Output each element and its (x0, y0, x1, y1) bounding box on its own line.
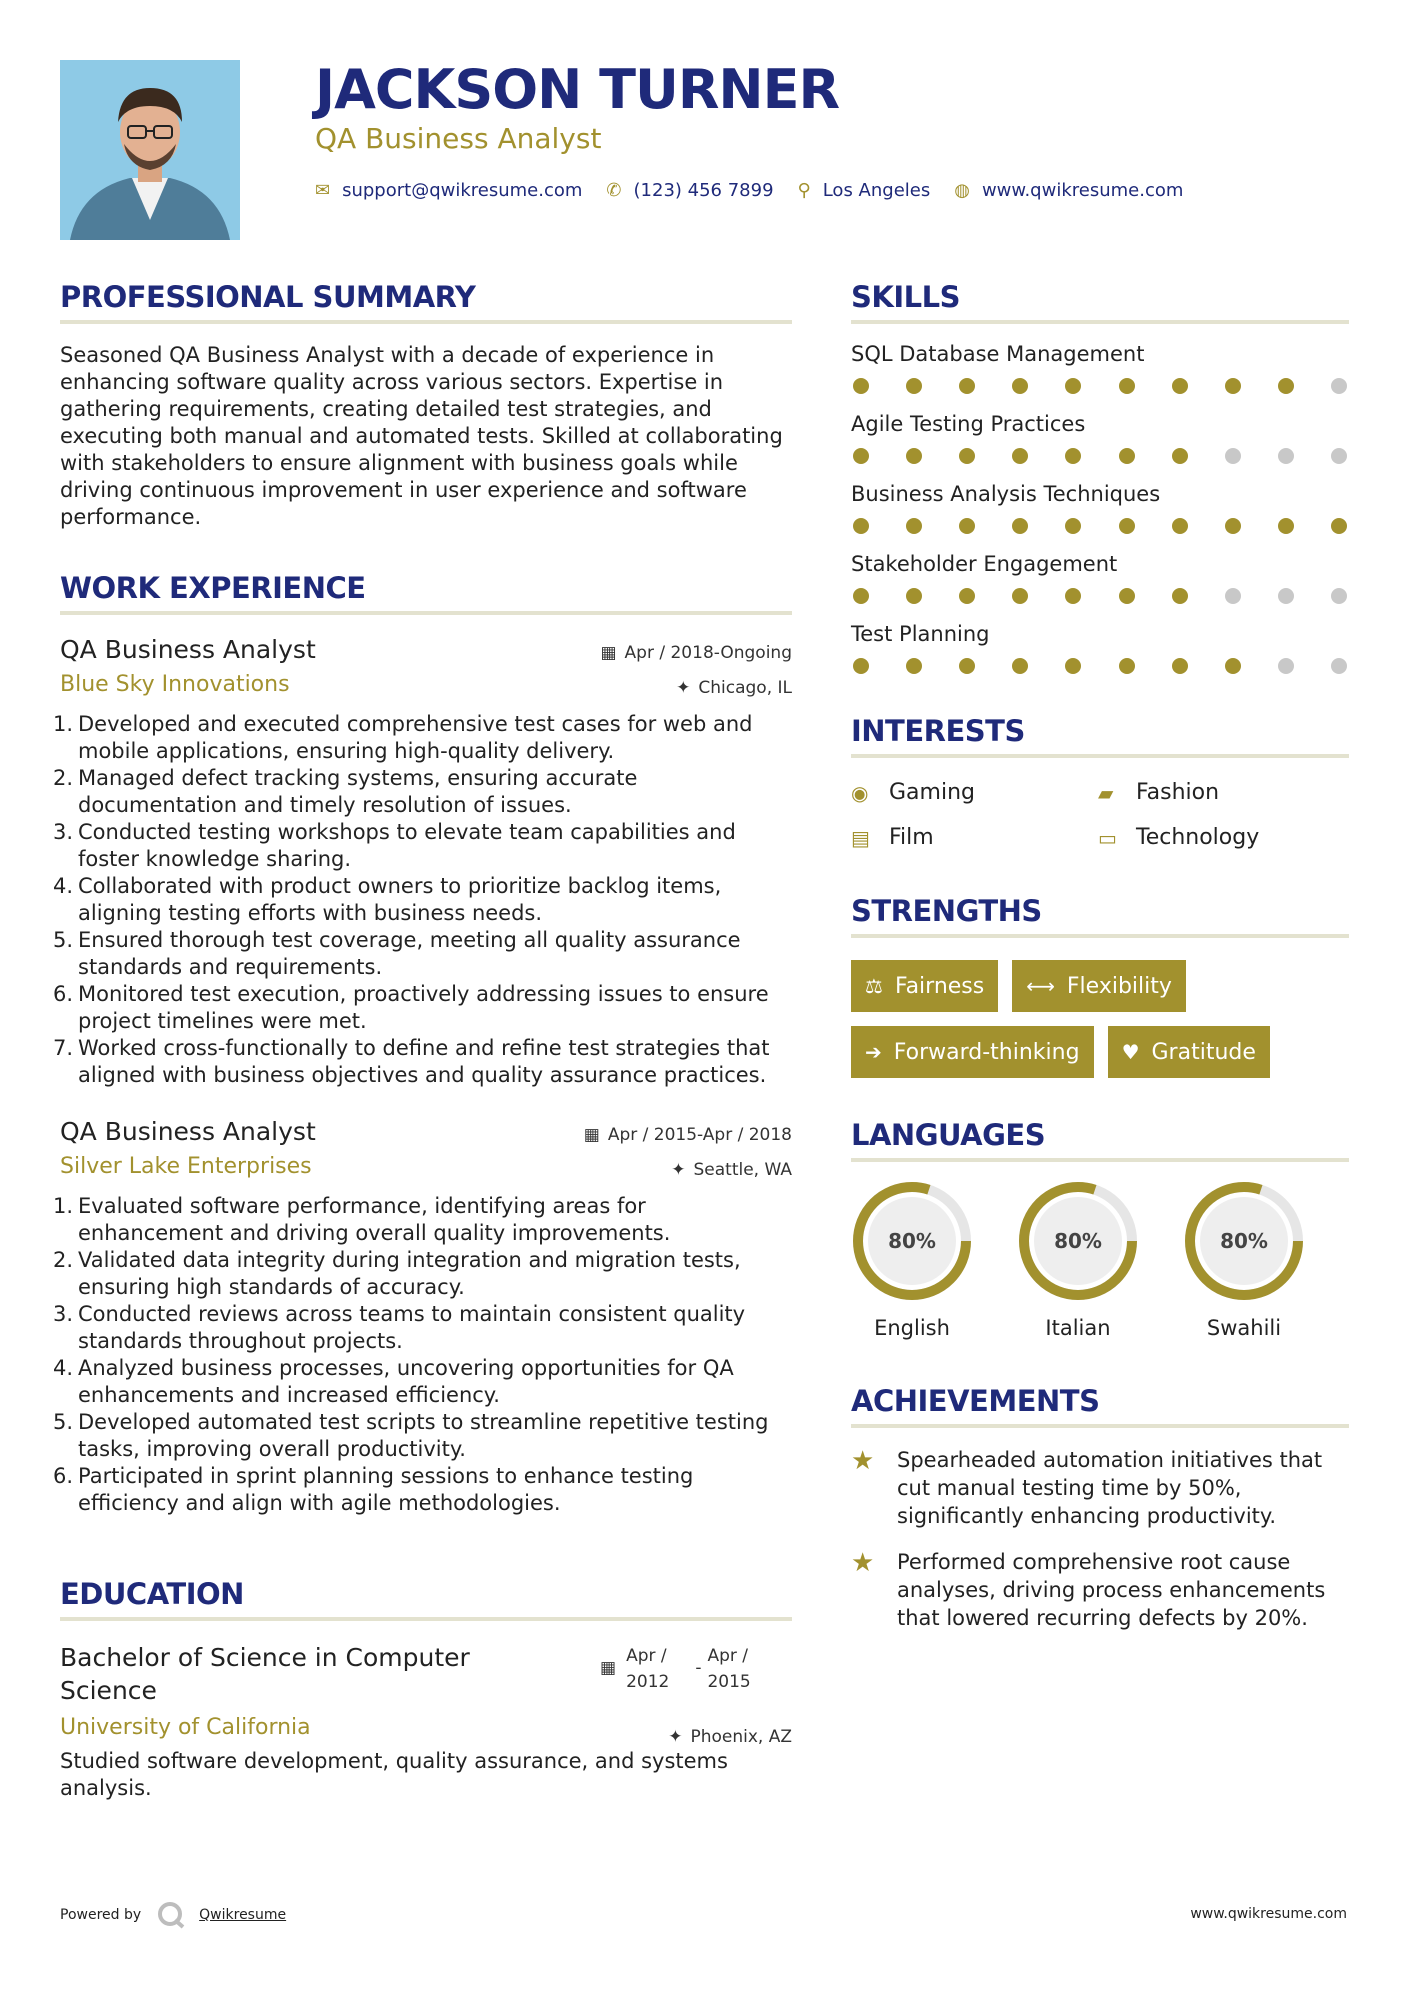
job-date (584, 1125, 792, 1145)
interest-label: Gaming (889, 780, 975, 805)
phone-icon: ✆ (606, 180, 622, 201)
school-name: University of California (60, 1715, 311, 1740)
skills-heading: SKILLS (851, 280, 1349, 324)
skill-dot (853, 588, 869, 604)
skill-dot (1331, 588, 1347, 604)
experience-heading: WORK EXPERIENCE (60, 571, 792, 615)
pin-icon: ✦ (676, 678, 691, 698)
skill-row (851, 412, 1349, 464)
skill-dot (1012, 518, 1028, 534)
calendar-icon: ▦ (600, 1658, 617, 1678)
map-marker-icon: ⚲ (797, 180, 811, 201)
skill-name: Test Planning (851, 622, 990, 646)
skill-dot (1172, 378, 1188, 394)
strength-badge (851, 1026, 1094, 1078)
education-entry (60, 1641, 792, 1802)
skill-dot (959, 448, 975, 464)
contact-website[interactable]: www.qwikresume.com (981, 180, 1184, 201)
powered-by-label: Powered by (60, 1907, 142, 1923)
skill-dot (1172, 588, 1188, 604)
job-bullets (53, 711, 792, 1089)
right-column (851, 280, 1349, 1632)
skill-dot (1065, 448, 1081, 464)
shopping-bag-icon: ▰ (1098, 780, 1114, 805)
envelope-icon: ✉ (315, 180, 331, 201)
strength-badge (1012, 960, 1186, 1012)
skill-dot (1331, 448, 1347, 464)
skill-dot (906, 378, 922, 394)
achievement-text: Performed comprehensive root cause analyses, driving process enhancements that lowered recurring defects by 20%. (897, 1550, 1326, 1630)
achievements-heading: ACHIEVEMENTS (851, 1384, 1349, 1428)
skill-dot (1225, 378, 1241, 394)
skill-dot (959, 378, 975, 394)
edu-end-year: 2015 (707, 1672, 751, 1692)
contact-phone[interactable]: (123) 456 7899 (633, 180, 774, 201)
interests-heading: INTERESTS (851, 714, 1349, 758)
skill-dot (1012, 658, 1028, 674)
contact-location: Los Angeles (822, 180, 931, 201)
job-location (676, 678, 792, 698)
skill-row (851, 622, 1349, 674)
skill-dot (1225, 448, 1241, 464)
list-item: 4. Collaborated with product owners to prioritize backlog items, aligning testing efforts with business needs. (53, 874, 722, 925)
balance-scale-icon: ⚖ (865, 974, 883, 998)
footer-powered (60, 1900, 286, 1930)
skill-dot (1065, 378, 1081, 394)
skill-dot (1172, 658, 1188, 674)
job-company: Blue Sky Innovations (60, 672, 290, 697)
job-location (671, 1160, 792, 1180)
job-location-text: Chicago, IL (698, 678, 792, 698)
education-desc: Studied software development, quality assurance, and systems analysis. (60, 1749, 728, 1800)
summary-text: Seasoned QA Business Analyst with a decade of experience in enhancing software quality across various sectors. Expertise in gathering requirements, creating detailed test strategies, and executing both manual and automated tests. Skilled at collaborating with stakeholders to ensure alignment with business goals while driving continuous improvement in user experience and software performance. (60, 343, 783, 529)
skill-dot (1119, 658, 1135, 674)
skill-dot (1331, 518, 1347, 534)
star-icon: ★ (851, 1446, 875, 1476)
list-item: 6. Monitored test execution, proactively addressing issues to ensure project timelines were met. (53, 982, 769, 1033)
skill-dot (1065, 658, 1081, 674)
skill-dot (1065, 518, 1081, 534)
languages-list (851, 1180, 1349, 1340)
skill-dot (1278, 518, 1294, 534)
skill-dot (1012, 448, 1028, 464)
profile-photo (60, 60, 240, 240)
skill-dot (1119, 448, 1135, 464)
skill-dot (906, 448, 922, 464)
skill-dot (1331, 658, 1347, 674)
skill-dot (853, 448, 869, 464)
candidate-name: JACKSON TURNER (315, 58, 840, 121)
skill-dot (1012, 588, 1028, 604)
skill-dot (1278, 658, 1294, 674)
skill-dot (1225, 518, 1241, 534)
heart-icon: ♥ (1121, 1040, 1140, 1064)
interest-item (851, 780, 1098, 805)
skill-dot (853, 658, 869, 674)
skill-row (851, 552, 1349, 604)
language-item (1017, 1180, 1183, 1340)
skill-dot (1278, 378, 1294, 394)
achievement-text: Spearheaded automation initiatives that cut manual testing time by 50%, significantly enhancing productivity. (897, 1448, 1323, 1528)
job-location-text: Seattle, WA (693, 1160, 792, 1180)
strength-label: Forward-thinking (893, 1039, 1080, 1065)
language-ring (1017, 1180, 1139, 1302)
language-name: English (874, 1316, 950, 1340)
contact-email[interactable]: support@qwikresume.com (342, 180, 583, 201)
summary-heading: PROFESSIONAL SUMMARY (60, 280, 792, 324)
strengths-heading: STRENGTHS (851, 894, 1349, 938)
language-name: Italian (1045, 1316, 1111, 1340)
interest-label: Technology (1136, 825, 1260, 850)
skill-dot (906, 588, 922, 604)
contact-bar (315, 180, 1207, 201)
job-bullets (53, 1193, 792, 1517)
job-title: QA Business Analyst (60, 635, 316, 664)
skill-dot (959, 658, 975, 674)
education-date (600, 1643, 751, 1695)
language-ring (1183, 1180, 1305, 1302)
skill-rating (851, 658, 1349, 674)
language-item (851, 1180, 1017, 1340)
strength-label: Flexibility (1066, 973, 1172, 999)
skill-dot (1331, 378, 1347, 394)
language-ring (851, 1180, 973, 1302)
job-title: QA Business Analyst (60, 1117, 316, 1146)
edu-start-year: 2012 (626, 1672, 670, 1692)
pin-icon: ✦ (668, 1727, 683, 1747)
qwikresume-logo-icon (155, 1900, 189, 1930)
skill-dot (1119, 378, 1135, 394)
skill-dot (1172, 518, 1188, 534)
job-date-text: Apr / 2015-Apr / 2018 (607, 1125, 792, 1145)
skill-rating (851, 378, 1349, 394)
degree-title: Bachelor of Science in Computer Science (60, 1643, 470, 1705)
languages-heading: LANGUAGES (851, 1118, 1349, 1162)
job-date-text: Apr / 2018-Ongoing (624, 643, 792, 663)
film-icon: ▤ (851, 825, 870, 850)
list-item: 1. Developed and executed comprehensive test cases for web and mobile applications, ensuring high-quality delivery. (53, 712, 753, 763)
strength-label: Fairness (894, 973, 985, 999)
strengths-list (851, 960, 1349, 1078)
job-company: Silver Lake Enterprises (60, 1154, 312, 1179)
calendar-icon: ▦ (583, 1125, 600, 1145)
list-item: 3. Conducted testing workshops to elevate team capabilities and foster knowledge sharing. (53, 820, 736, 871)
list-item: 2. Managed defect tracking systems, ensuring accurate documentation and timely resolution of issues. (53, 766, 638, 817)
gamepad-icon: ◉ (851, 780, 869, 805)
skill-dot (906, 518, 922, 534)
education-heading: EDUCATION (60, 1577, 792, 1621)
strength-badge (1108, 1026, 1270, 1078)
skill-dot (1065, 588, 1081, 604)
language-percent: 80% (1054, 1229, 1102, 1253)
job-entry (53, 1117, 792, 1517)
language-percent: 80% (1220, 1229, 1268, 1253)
list-item: 1. Evaluated software performance, identifying areas for enhancement and driving overall quality improvements. (53, 1194, 671, 1245)
strength-label: Gratitude (1151, 1039, 1256, 1065)
skill-name: Agile Testing Practices (851, 412, 1086, 436)
skill-row (851, 482, 1349, 534)
language-percent: 80% (888, 1229, 936, 1253)
skills-list (851, 342, 1349, 674)
skill-dot (1172, 448, 1188, 464)
interest-item (851, 825, 1098, 850)
language-item (1183, 1180, 1349, 1340)
footer-site[interactable]: www.qwikresume.com (1190, 1906, 1347, 1922)
edu-start-month: Apr / (626, 1646, 667, 1666)
skill-row (851, 342, 1349, 394)
strength-badge (851, 960, 998, 1012)
skill-name: Business Analysis Techniques (851, 482, 1161, 506)
interest-item (1098, 825, 1348, 850)
achievement-item (851, 1548, 1349, 1632)
skill-name: Stakeholder Engagement (851, 552, 1118, 576)
skill-rating (851, 588, 1349, 604)
skill-rating (851, 448, 1349, 464)
skill-rating (851, 518, 1349, 534)
skill-dot (1278, 448, 1294, 464)
interest-label: Fashion (1136, 780, 1220, 805)
calendar-icon: ▦ (600, 643, 617, 663)
candidate-role: QA Business Analyst (315, 122, 602, 155)
skill-dot (906, 658, 922, 674)
job-entry (53, 635, 792, 1089)
skill-dot (853, 378, 869, 394)
list-item: 2. Validated data integrity during integration and migration tests, ensuring high standards of accuracy. (53, 1248, 741, 1299)
skill-dot (959, 588, 975, 604)
skill-dot (959, 518, 975, 534)
edu-date-sep: - (695, 1658, 702, 1678)
skill-dot (853, 518, 869, 534)
skill-dot (1012, 378, 1028, 394)
list-item: 4. Analyzed business processes, uncovering opportunities for QA enhancements and increased efficiency. (53, 1356, 734, 1407)
interest-label: Film (889, 825, 934, 850)
list-item: 5. Developed automated test scripts to streamline repetitive testing tasks, improving overall productivity. (53, 1410, 769, 1461)
brand-link[interactable]: Qwikresume (199, 1907, 287, 1923)
language-name: Swahili (1206, 1316, 1282, 1340)
skill-dot (1119, 588, 1135, 604)
list-item: 3. Conducted reviews across teams to maintain consistent quality standards throughout projects. (53, 1302, 746, 1353)
pin-icon: ✦ (671, 1160, 686, 1180)
left-column (53, 280, 792, 1802)
star-icon: ★ (851, 1548, 875, 1578)
edu-end-month: Apr / (707, 1646, 749, 1666)
interests-list (851, 780, 1349, 850)
skill-dot (1225, 658, 1241, 674)
arrow-right-icon: ➔ (865, 1040, 882, 1064)
job-date (600, 643, 792, 663)
achievement-item (851, 1446, 1349, 1530)
school-location-text: Phoenix, AZ (690, 1727, 792, 1747)
list-item: 7. Worked cross-functionally to define and refine test strategies that aligned with business objectives and quality assurance practices. (53, 1036, 770, 1087)
school-location (668, 1727, 792, 1747)
list-item: 5. Ensured thorough test coverage, meeting all quality assurance standards and requirements. (53, 928, 741, 979)
arrows-horizontal-icon: ⟷ (1026, 974, 1055, 998)
skill-name: SQL Database Management (851, 342, 1145, 366)
interest-item (1098, 780, 1348, 805)
laptop-icon: ▭ (1098, 825, 1117, 850)
list-item: 6. Participated in sprint planning sessions to enhance testing efficiency and align with agile methodologies. (53, 1464, 694, 1515)
globe-icon: ◍ (954, 180, 970, 201)
skill-dot (1119, 518, 1135, 534)
skill-dot (1278, 588, 1294, 604)
skill-dot (1225, 588, 1241, 604)
